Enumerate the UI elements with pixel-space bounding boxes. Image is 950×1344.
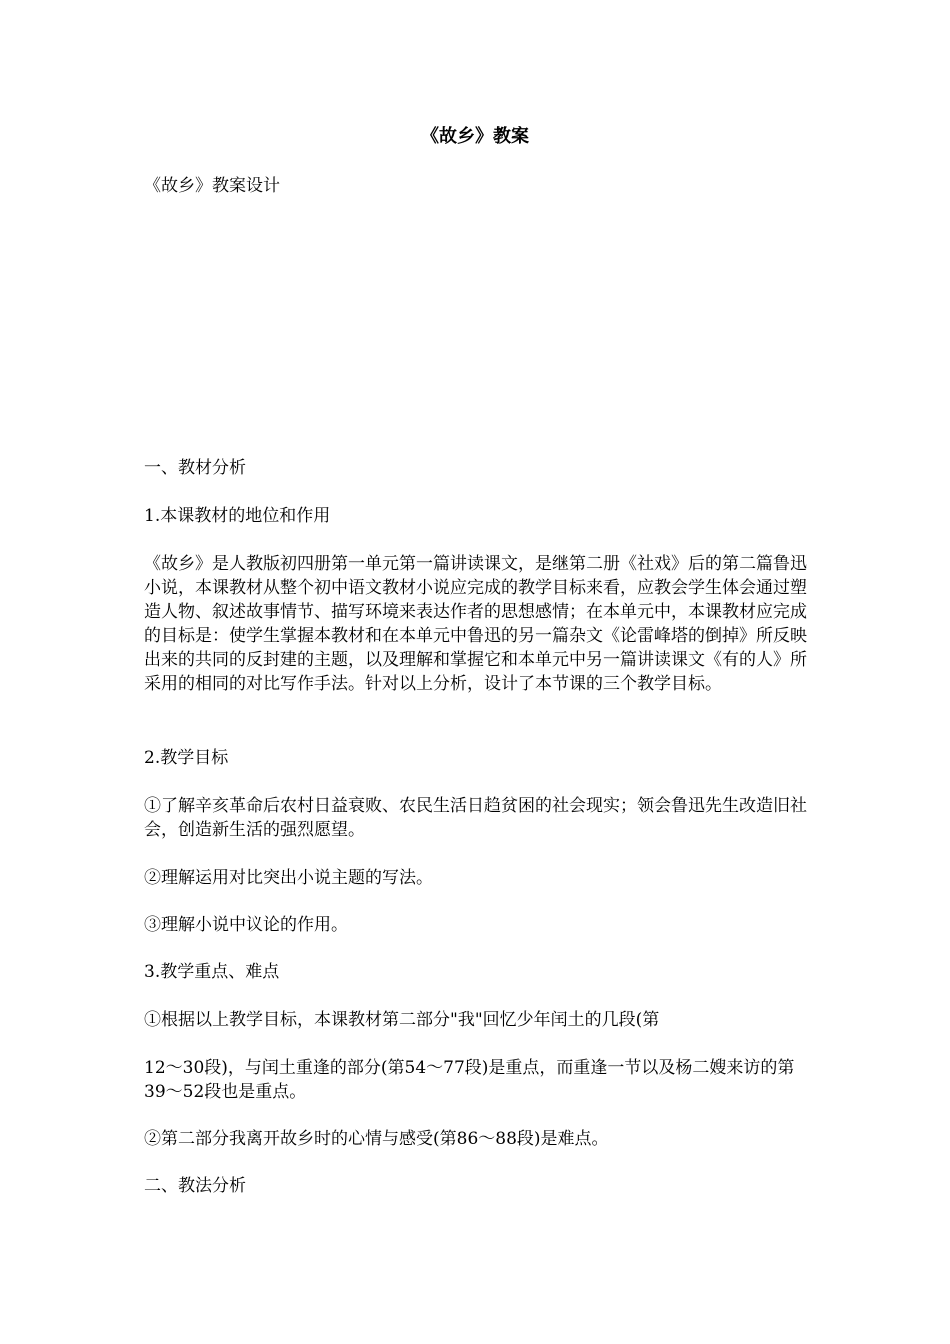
document-subtitle: 《故乡》教案设计 xyxy=(144,176,280,196)
subsection-heading-key-points: 3.教学重点、难点 xyxy=(144,962,280,982)
paragraph-role-body: 《故乡》是人教版初四册第一单元第一篇讲读课文，是继第二册《社戏》后的第二篇鲁迅小说，本课教材从整个初中语文教材小说应完成的教学目标来看，应教会学生体会通过塑造人物、叙述故事情节、描写环境来表达作者的思想感情；在本单元中，本课教材应完成的目标是：使学生掌握本教材和在本单元中鲁迅的另一篇杂文《论雷峰塔的倒掉》所反映出来的共同的反封建的主题，以及理解和掌握它和本单元中另一篇讲读课文《有的人》所采用的相同的对比写作手法。针对以上分析，设计了本节课的三个教学目标。 xyxy=(144,554,807,694)
key-point-1-line-2: 12～30段)，与闰土重逢的部分(第54～77段)是重点，而重逢一节以及杨二嫂来访的第39～52段也是重点。 xyxy=(144,1058,795,1102)
key-point-2: ②第二部分我离开故乡时的心情与感受(第86～88段)是难点。 xyxy=(144,1129,609,1149)
goal-item-3: ③理解小说中议论的作用。 xyxy=(144,915,348,935)
subsection-heading-goals: 2.教学目标 xyxy=(144,748,229,768)
section-heading-textbook-analysis: 一、教材分析 xyxy=(144,458,246,478)
goal-item-1: ①了解辛亥革命后农村日益衰败、农民生活日趋贫困的社会现实；领会鲁迅先生改造旧社会，创造新生活的强烈愿望。 xyxy=(144,796,807,840)
goal-item-2: ②理解运用对比突出小说主题的写法。 xyxy=(144,868,433,888)
key-point-1-line-1: ①根据以上教学目标，本课教材第二部分"我"回忆少年闰土的几段(第 xyxy=(144,1010,660,1030)
subsection-heading-role: 1.本课教材的地位和作用 xyxy=(144,506,331,526)
section-heading-teaching-method: 二、教法分析 xyxy=(144,1176,246,1196)
document-title: 《故乡》教案 xyxy=(421,126,529,147)
